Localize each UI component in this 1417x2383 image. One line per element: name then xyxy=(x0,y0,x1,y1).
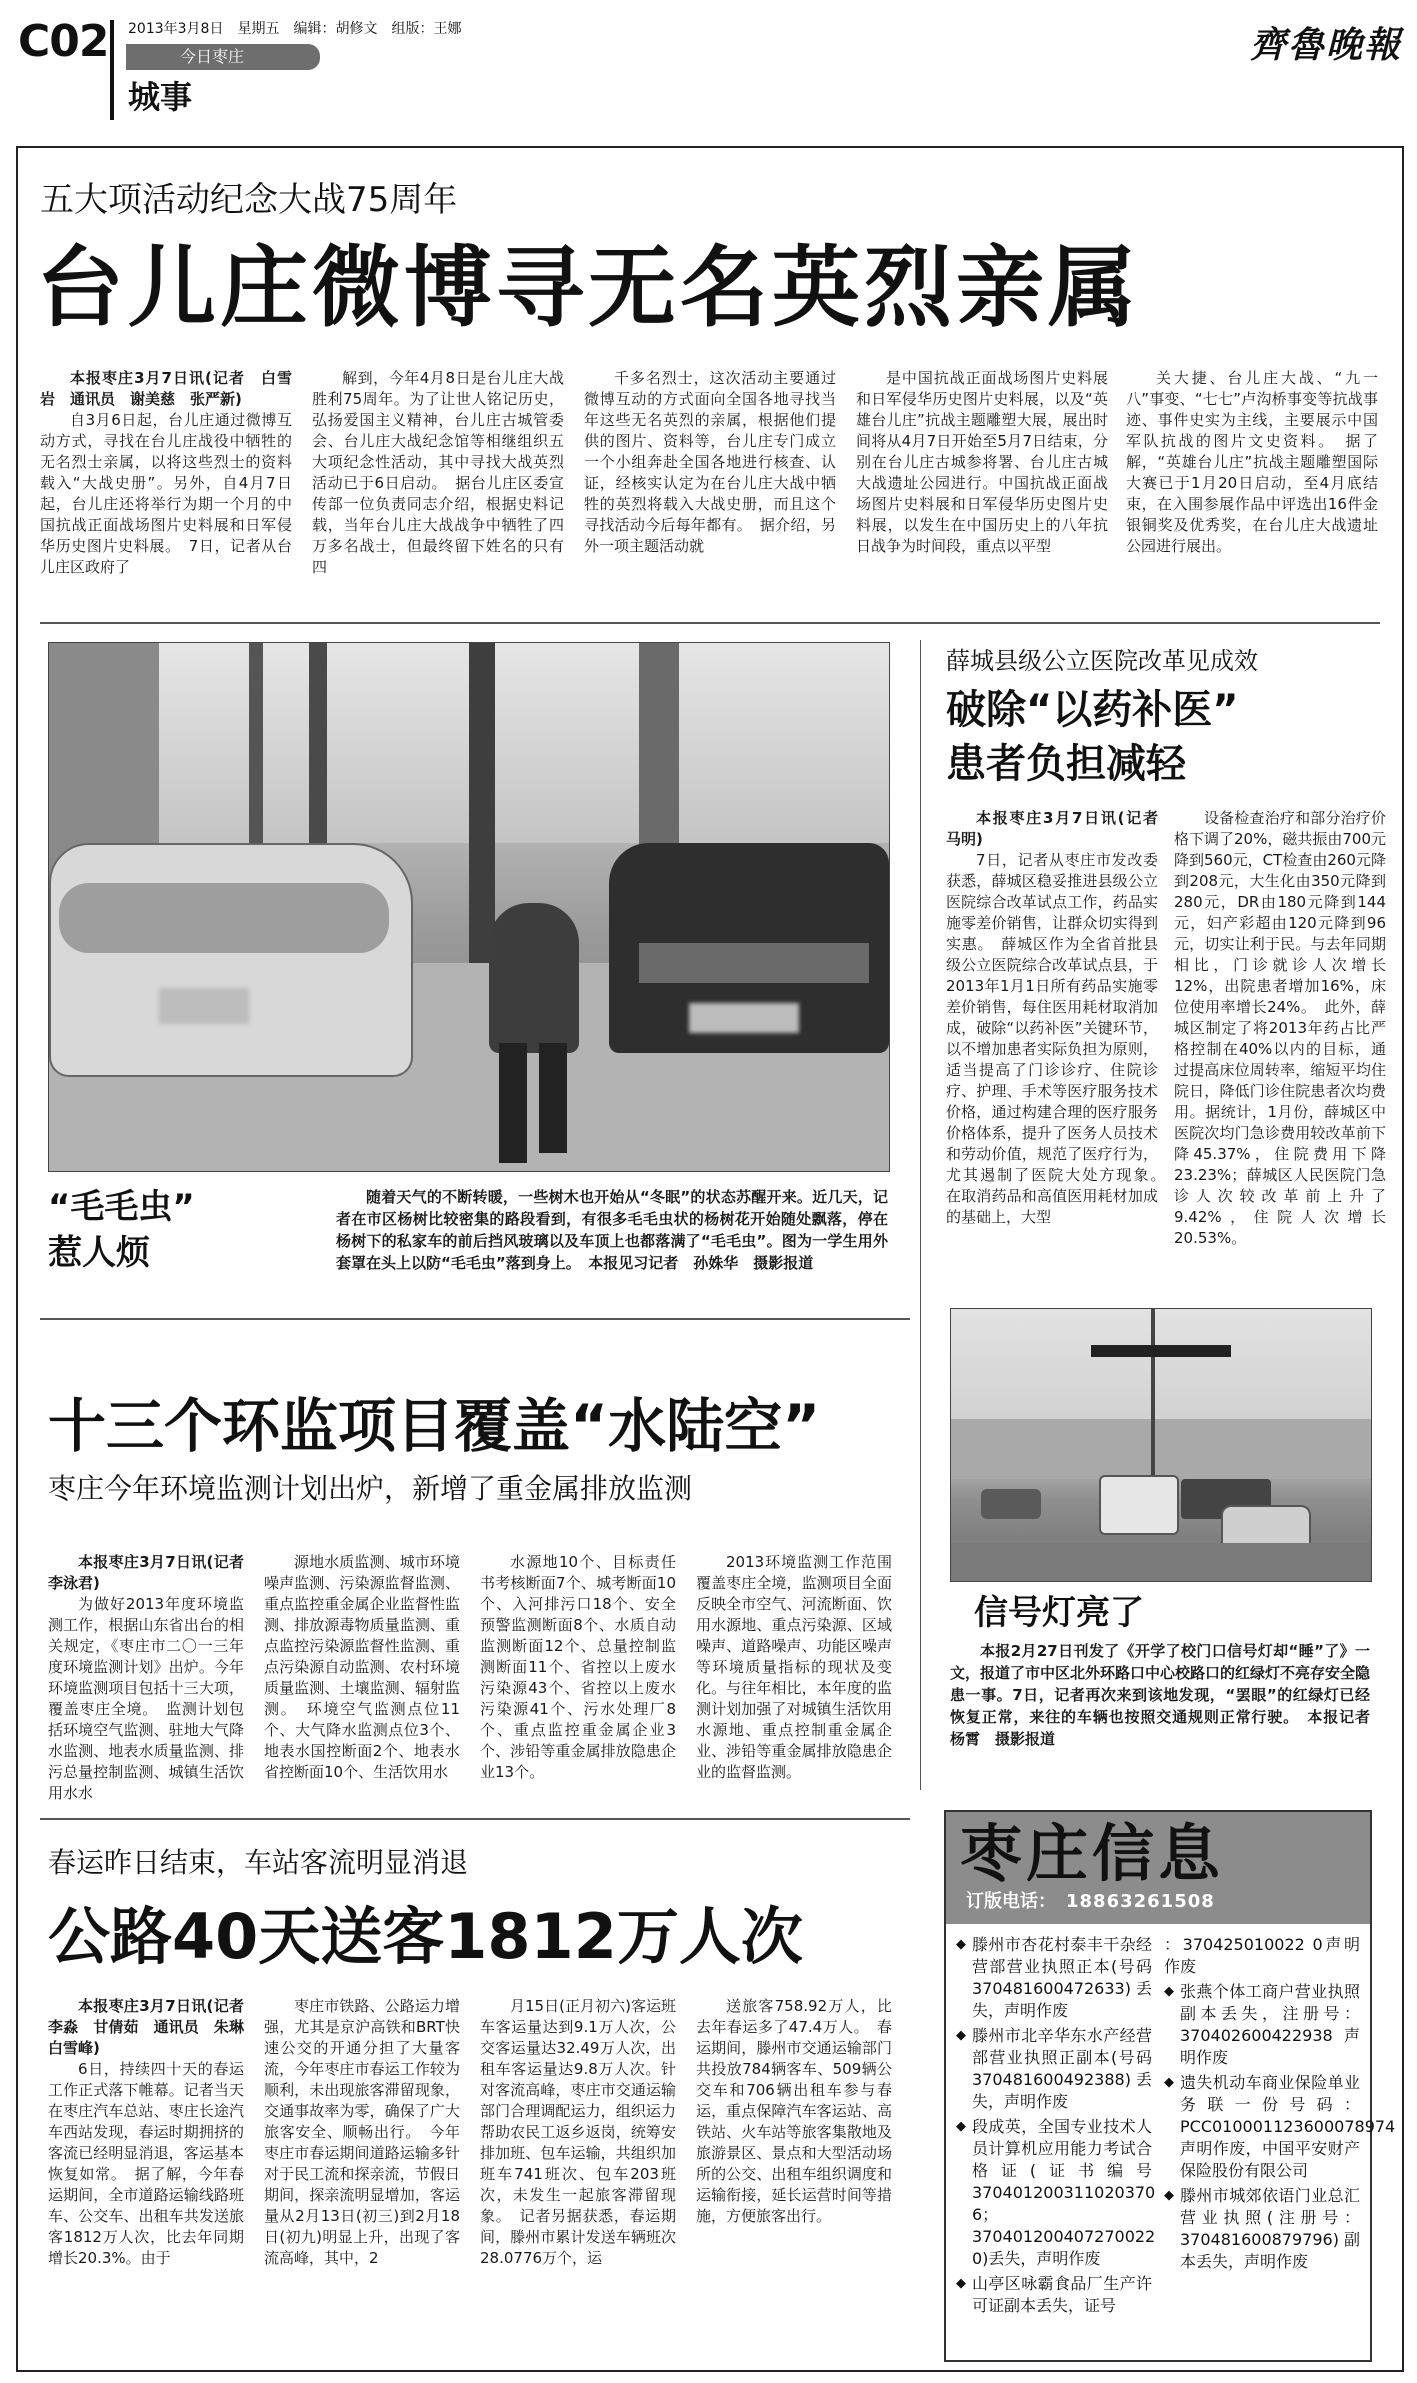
article3-column-2 xyxy=(264,1552,460,1800)
article1-column-4 xyxy=(856,368,1108,600)
article1-body-1: 自3月6日起，台儿庄通过微博互动方式，寻找在台儿庄战役中牺牲的无名烈士亲属，以将这些烈士的资料载入“大战史册”。另外，自4月7日起，台儿庄还将举行为期一个月的中国抗战正面战场图片史料展和日军侵华历史图片史料展。 7日，记者从台儿庄区政府了 xyxy=(40,411,292,576)
paper-name-logo: 齊魯晚報 xyxy=(1250,24,1403,66)
article4-body-4: 送旅客758.92万人，比去年春运多了47.4万人。 春运期间，滕州市交通运输部门共投放784辆客车、509辆公交车和706辆出租车参与春运，重点保障汽车客运站、高铁站、火车站等旅客集散地及旅游景区、景点和大型活动场所的公交、出租车组织调度和运输衔接，延长运营时间等措施，方便旅客出行。 xyxy=(696,1997,892,2225)
info-item: ◆ 张燕个体工商户营业执照副本丢失，注册号：370402600422938声明作废 xyxy=(1164,1981,1360,2069)
info-box-phone: 18863261508 xyxy=(1066,1891,1215,1912)
article4-body-3: 月15日(正月初六)客运班车客运量达到9.1万人次，公交客运量达32.49万人次，出租车客运量达9.8万人次。针对客流高峰，枣庄市交通运输部门合理调配运力，组织运力帮助农民工返乡返岗，统筹安排加班、包车运输，共组织加班车741班次、包车203班次，未发生一起旅客滞留现象。 记者另据获悉，春运期间，滕州市累计发送车辆班次28.0776万个，运 xyxy=(480,1997,676,2267)
article2-headline-2: 患者负担减轻 xyxy=(946,741,1186,787)
article4-body-2: 枣庄市铁路、公路运力增强，尤其是京沪高铁和BRT快速公交的开通分担了大量客流，今年枣庄市春运工作较为顺利，未出现旅客滞留现象，交通事故率为零，确保了广大旅客安全、顺畅出行。 今年枣庄市春运期间道路运输多针对于民工流和探亲流，节假日期间，探亲流明显增加，客运量从2月13日(初三)到2月18日(初九)明显上升，出现了客流高峰，其中，2 xyxy=(264,1997,460,2267)
info-box-title: 枣庄信息 xyxy=(960,1817,1225,1890)
article4-body-1: 6日，持续四十天的春运工作正式落下帷幕。记者当天在枣庄汽车总站、枣庄长途汽车西站发现，春运时期拥挤的客流已经明显消退，客运基本恢复如常。 据了解，今年春运期间，全市道路运输线路班车、公交车、出租车共发送旅客1812万人次，比去年同期增长20.3%。由于 xyxy=(48,2060,244,2267)
article2-kicker: 薛城县级公立医院改革见成效 xyxy=(946,647,1258,675)
article4-kicker: 春运昨日结束，车站客流明显消退 xyxy=(48,1846,469,1879)
article4-column-4 xyxy=(696,1996,892,2356)
article1-column-2 xyxy=(312,368,564,600)
article1-body-2: 解到，今年4月8日是台儿庄大战胜利75周年。为了让世人铭记历史，弘扬爱国主义精神，台儿庄古城管委会、台儿庄大战纪念馆等相继组织五大项纪念性活动，其中寻找大战英烈活动已于6日启动。 据台儿庄区委宣传部一位负责同志介绍，根据史料记载，当年台儿庄大战战争中牺牲了四万多名战士，但最终留下姓名的只有四 xyxy=(312,369,564,576)
article3-body-4: 2013环境监测工作范围覆盖枣庄全境，监测项目全面反映全市空气、河流断面、饮用水源地、重点污染源、区域噪声、道路噪声、功能区噪声等环境质量指标的现状及变化。与往年相比，本年度的监测计划加强了对城镇生活饮用水源地、重点控制重金属企业、涉铅等重金属排放隐患企业的监督监测。 xyxy=(696,1553,892,1781)
article3-column-3 xyxy=(480,1552,676,1800)
article1-column-1 xyxy=(40,368,292,600)
article4-column-1 xyxy=(48,1996,260,2356)
article1-headline: 台儿庄微博寻无名英烈亲属 xyxy=(36,236,1141,339)
photo1-caption-title-2: 惹人烦 xyxy=(48,1233,150,1273)
info-item-continued: ：370425010022 0声明作废 xyxy=(1164,1935,1360,1976)
article3-subhead: 枣庄今年环境监测计划出炉，新增了重金属排放监测 xyxy=(48,1472,693,1505)
article1-body-4: 是中国抗战正面战场图片史料展和日军侵华历史图片史料展，以及“英雄台儿庄”抗战主题雕塑大展，展出时间将从4月7日开始至5月7日结束，分别在台儿庄古城参将署、台儿庄古城大战遗址公园进行。中国抗战正面战场图片史料展和日军侵华历史图片史料展，以发生在中国历史上的八年抗日战争为时间段，重点以平型 xyxy=(856,369,1108,555)
article3-body-2: 源地水质监测、城市环境噪声监测、污染源监督监测、重点监控重金属企业监督性监测、排放源毒物质量监测、重点监控污染源监督性监测、重点污染源自动监测、农村环境质量监测、土壤监测、辐射监测。 环境空气监测点位11个、大气降水监测点位3个、地表水国控断面2个、地表水省控断面10个、生活饮用水 xyxy=(264,1553,460,1781)
article4-column-3 xyxy=(480,1996,676,2356)
article1-column-5 xyxy=(1126,368,1378,600)
info-box-phone-label: 订版电话： xyxy=(966,1891,1056,1912)
section-tab-label: 今日枣庄 xyxy=(180,47,245,66)
info-item: ◆ 山亭区咏霸食品厂生产许可证副本丢失，证号 xyxy=(956,2273,1152,2317)
date-line: 2013年3月8日 星期五 编辑：胡修文 组版：王娜 xyxy=(128,21,462,37)
article4-byline: 本报枣庄3月7日讯(记者 李淼 甘倩茹 通讯员 朱琳 白雪峰) xyxy=(48,1997,260,2057)
section-name: 城事 xyxy=(128,78,193,116)
divider-photo1 xyxy=(40,1318,910,1320)
article3-headline: 十三个环监项目覆盖“水陆空” xyxy=(48,1392,821,1460)
info-item: ◆ 遗失机动车商业保险单业务联一份号码：PCC010001123600078974声明作废，中国平安财产保险股份有限公司 xyxy=(1164,2072,1360,2182)
photo-traffic-light xyxy=(950,1308,1372,1582)
article2-body-2: 设备检查治疗和部分治疗价格下调了20%，磁共振由700元降到560元，CT检查由260元降到208元，大生化由350元降到280元，DR由180元降到144元，妇产彩超由120元降到96元，切实让利于民。与去年同期相比，门诊就诊人次增长12%，出院患者增加16%，床位使用率增长24%。 此外，薛城区制定了将2013年药占比严格控制在40%以内的目标，通过提高床位周转率，缩短平均住院日，降低门诊住院患者次均费用。据统计，1月份，薛城区中医院次均门急诊费用较改革前下降45.37%，住院费用下降23.23%；薛城区人民医院门急诊人次较改革前上升了9.42%，住院人次增长20.53%。 xyxy=(1174,809,1386,1247)
divider-article3 xyxy=(40,1818,910,1820)
article1-column-3 xyxy=(584,368,836,600)
article3-byline: 本报枣庄3月7日讯(记者 李泳君) xyxy=(48,1553,260,1592)
article3-body-1: 为做好2013年度环境监测工作，根据山东省出台的相关规定，《枣庄市二〇一三年度环境监测计划》出炉。今年环境监测项目包括十三大项，覆盖枣庄全境。 监测计划包括环境空气监测、驻地大气降水监测、地表水质量监测、排污总量控制监测、城镇生活饮用水水 xyxy=(48,1595,244,1802)
article1-body-5: 关大捷、台儿庄大战、“九一八”事变、“七七”卢沟桥事变等抗战事迹、事件史实为主线，主要展示中国军队抗战的图片文史资料。 据了解，“英雄台儿庄”抗战主题雕塑国际大赛已于1月20日启动，至4月底结束，在入围参展作品中评选出16件金银铜奖及优秀奖，在台儿庄大战遗址公园进行展出。 xyxy=(1126,369,1378,555)
divider-article1 xyxy=(40,622,1380,624)
article2-byline: 本报枣庄3月7日讯(记者 马明) xyxy=(946,809,1174,848)
article2-headline-1: 破除“以药补医” xyxy=(946,687,1239,733)
info-box-column-2 xyxy=(1164,1934,1396,2354)
article1-kicker: 五大项活动纪念大战75周年 xyxy=(40,180,458,220)
info-item: ◆ 滕州市北辛华东水产经营部营业执照正副本(号码370481600492388)丢失，声明作废 xyxy=(956,2025,1152,2113)
article2-body-1: 7日，记者从枣庄市发改委获悉，薛城区稳妥推进县级公立医院综合改革试点工作，药品实施零差价销售，让群众切实得到实惠。 薛城区作为全省首批县级公立医院综合改革试点县，于2013年1月1日所有药品实施零差价销售，每住医用耗材取消加成，破除“以药补医”关键环节，以不增加患者实际负担为原则，适当提高了门诊诊疗、住院诊疗、护理、手术等医疗服务技术价格，通过构建合理的医疗服务价格体系，提升了医务人员技术和劳动价值，规范了医疗行为，尤其遏制了医院大处方现象。 在取消药品和高值医用耗材加成的基础上，大型 xyxy=(946,851,1174,1226)
photo1-caption-title-1: “毛毛虫” xyxy=(48,1187,195,1227)
article3-column-4 xyxy=(696,1552,892,1800)
photo2-caption-title: 信号灯亮了 xyxy=(974,1593,1144,1633)
article1-byline: 本报枣庄3月7日讯(记者 白雪岩 通讯员 谢美慈 张严新) xyxy=(40,369,292,408)
info-item: ◆ 段成英，全国专业技术人员计算机应用能力考试合格证(证书编号370401200311020370 6；370401200407270022 0)丢失，声明作废 xyxy=(956,2116,1152,2270)
divider-vertical-right xyxy=(920,640,921,1790)
article3-body-3: 水源地10个、目标责任书考核断面7个、城考断面10个、入河排污口18个、安全预警监测断面8个、水质自动监测断面12个、总量控制监测断面11个、省控以上废水污染源43个、省控以上废水污染源41个、污水处理厂8个、重点监控重金属企业3个、涉铅等重金属排放隐患企业13个。 xyxy=(480,1553,676,1781)
article4-headline: 公路40天送客1812万人次 xyxy=(48,1900,803,1973)
article3-column-1 xyxy=(48,1552,260,1802)
photo2-caption-text: 本报2月27日刊发了《开学了校门口信号灯却“睡”了》一文，报道了市中区北外环路口中心校路口的红绿灯不亮存安全隐患一事。7日，记者再次来到该地发现，“罢眼”的红绿灯已经恢复正常，来往的车辆也按照交通规则正常行驶。 本报记者 杨霄 摄影报道 xyxy=(950,1642,1386,1748)
photo1-caption-text: 随着天气的不断转暖，一些树木也开始从“冬眠”的状态苏醒开来。近几天，记者在市区杨树比较密集的路段看到，有很多毛毛虫状的杨树花开始随处飘落，停在杨树下的私家车的前后挡风玻璃以及车顶上也都落满了“毛毛虫”。图为一学生用外套罩在头上以防“毛毛虫”落到身上。 本报见习记者 孙姝华 摄影报道 xyxy=(336,1188,888,1272)
info-item: ◆ 滕州市城郊依语门业总汇营业执照(注册号：370481600879796)副本丢失，声明作废 xyxy=(1164,2185,1360,2273)
page-code: C02 xyxy=(18,16,109,67)
article1-body-3: 千多名烈士，这次活动主要通过微博互动的方式面向全国各地寻找当年这些无名英烈的亲属，根据他们提供的图片、资料等，台儿庄专门成立一个小组奔赴全国各地进行核查、认证，经核实认定为在台儿庄大战中牺牲的英烈将载入大战史册，而且这个寻找活动今后每年都有。 据介绍，另外一项主题活动就 xyxy=(584,369,836,555)
info-item: ◆ 滕州市杏花村泰丰干杂经营部营业执照正本(号码370481600472633)丢失，声明作废 xyxy=(956,1934,1152,2022)
masthead-divider xyxy=(110,20,114,120)
article2-column-1 xyxy=(946,808,1174,1298)
info-box-column-1 xyxy=(956,1934,1156,2354)
article2-column-2 xyxy=(1174,808,1386,1298)
article4-column-2 xyxy=(264,1996,460,2356)
photo-street-catkins xyxy=(48,642,890,1172)
